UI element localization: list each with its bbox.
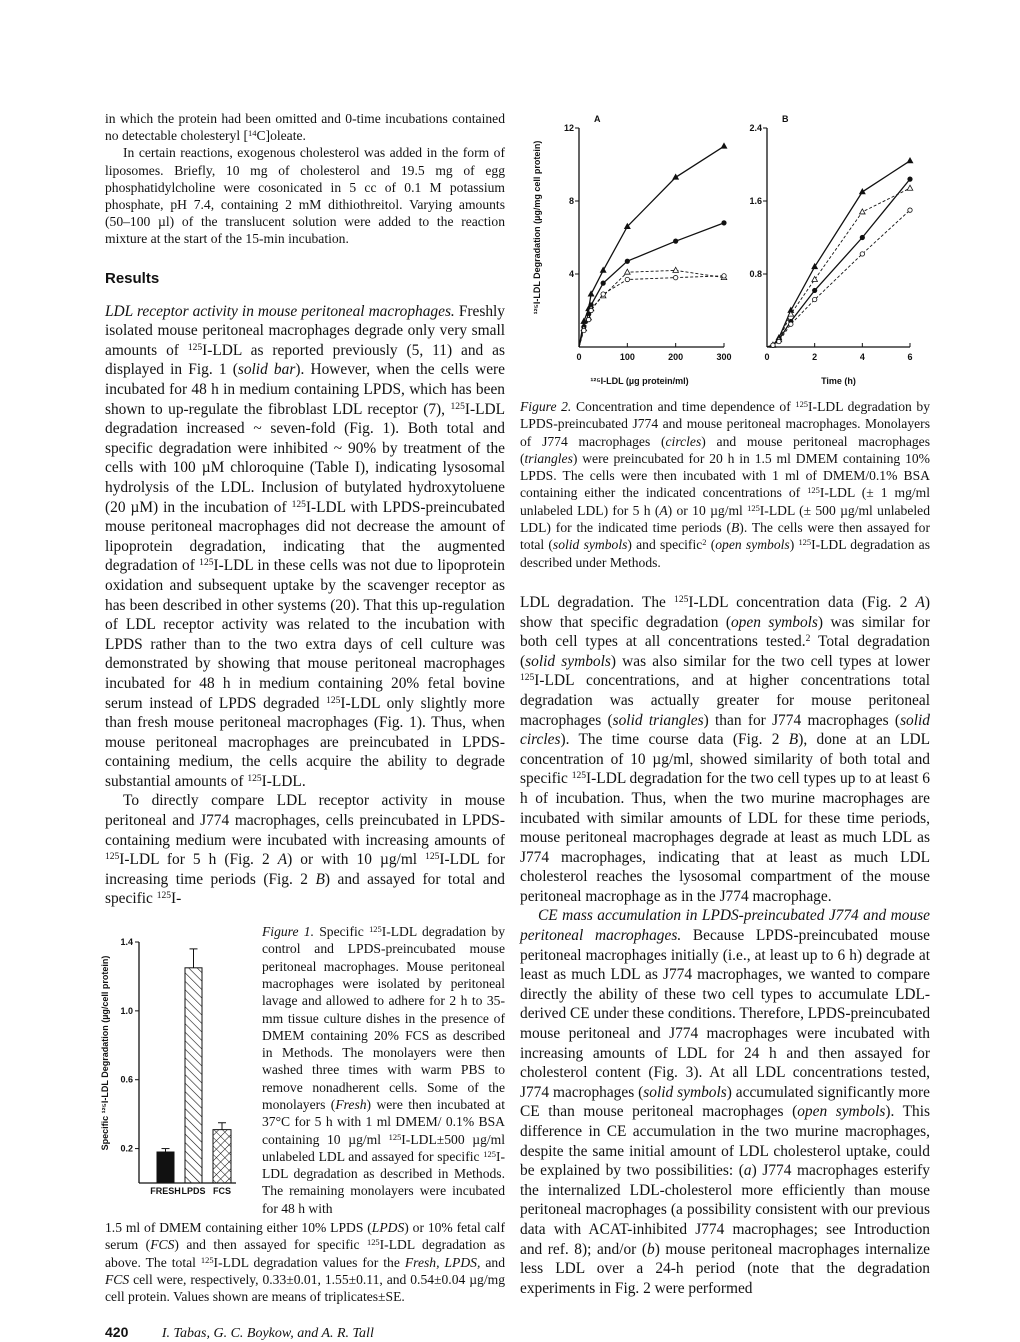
data-point-circle <box>601 292 605 296</box>
data-point-circle <box>601 281 605 285</box>
superscript: 125 <box>798 537 812 548</box>
y-tick-label: 0.2 <box>120 1143 133 1154</box>
italic-text: solid circles <box>520 711 930 749</box>
data-point-circle <box>860 235 864 239</box>
italic-text: Figure 1. <box>262 924 314 940</box>
superscript: 125 <box>747 502 760 513</box>
superscript: 125 <box>247 773 262 785</box>
italic-text: Figure 2. <box>520 399 572 414</box>
italic-text: b <box>647 1240 655 1258</box>
italic-text: solid symbols <box>643 1083 727 1101</box>
italic-text: a <box>743 1162 752 1180</box>
x-tick-label: 200 <box>668 352 684 362</box>
superscript: 125 <box>795 398 809 409</box>
y-axis-label: Specific ¹²⁵I-LDL Degradation (µg/cell protein) <box>100 955 110 1151</box>
data-point-circle <box>625 259 629 263</box>
x-axis-label: ¹²⁵I-LDL (µg protein/ml) <box>590 376 689 386</box>
superscript: 125 <box>326 694 341 706</box>
superscript: 2 <box>702 537 707 548</box>
paragraph: To directly compare LDL receptor activity in mouse peritoneal and J774 macrophages, cells preincubated in LPDS-containing medium were incubated with increasing amounts of $^{125}$I-LDL for 5 h (Fig. 2 A) or with 10 µg/ml $^{125}$I-LDL for increasing time periods (Fig. 2 B) and assayed for total and specific $^{125}$I- <box>105 792 506 908</box>
superscript: 125 <box>388 1131 402 1142</box>
superscript: 125 <box>156 890 171 902</box>
y-tick-label: 0.8 <box>749 269 762 279</box>
italic-text: open symbols <box>715 537 790 553</box>
series-line <box>579 146 724 347</box>
superscript: 14 <box>248 128 257 138</box>
superscript: 125 <box>199 557 214 569</box>
y-tick-label: 1.0 <box>120 1005 133 1016</box>
italic-text: B <box>788 731 799 749</box>
data-point-circle <box>860 252 864 256</box>
section-heading-results: Results <box>105 269 160 287</box>
data-point-circle <box>673 275 677 279</box>
paragraph: LDL degradation. The $^{125}$I-LDL concentration data (Fig. 2 A) show that specific degradation (open symbols) was similar for both cell types at all concentrations tested.$^2$ Total degradation (solid symbols) was also similar for the two cell types at lower $^{125}$I-LDL concentrations, and at higher concentrations total degradation was actually greater for mouse peritoneal macrophages (solid triangles) than for J774 macrophages (solid circles). The time course data (Fig. 2 B), done at an LDL concentration of 10 µg/ml, showed similarity of both total and specific $^{125}$I-LDL degradation for the two cell types up to at least 6 h of incubation. Thus, when the two murine macrophages are incubated with similar amounts of LDL for these time periods, mouse peritoneal macrophages degrade at least as much LDL as J774 macrophages, indicating that at least as much LDL cholesterol reaches the lysosomal compartment of the mouse peritoneal macrophage as in the J774 macrophage. <box>520 593 930 905</box>
italic-text: FCS <box>105 1271 130 1287</box>
y-tick-label: 2.4 <box>749 123 762 133</box>
figure-1-caption-continued: 1.5 ml of DMEM containing either 10% LPDS (LPDS) or 10% fetal calf serum (FCS) and then assayed for specific $^{125}$I-LDL degradation as above. The total $^{125}$I-LDL degradation values for the Fresh, LPDS, and FCS cell were, respectively, 0.33±0.01, 1.55±0.11, and 0.54±0.04 µg/mg cell protein. Values shown are means of triplicates±SE. <box>105 1220 505 1305</box>
right-column <box>515 105 930 1298</box>
data-point-triangle <box>907 185 913 190</box>
italic-text: solid symbols <box>552 537 628 553</box>
italic-text: open symbols <box>797 1103 886 1121</box>
superscript: 125 <box>450 400 465 412</box>
italic-text: Fresh, LPDS, <box>404 1254 481 1270</box>
superscript: 125 <box>367 1237 380 1248</box>
italic-text: A <box>659 502 668 518</box>
series-line <box>579 223 724 347</box>
italic-text: CE mass accumulation in LPDS-preincubated J774 and mouse peritoneal macrophages. <box>520 907 930 945</box>
superscript: 125 <box>571 770 587 782</box>
data-point-circle <box>625 277 629 281</box>
data-point-triangle <box>625 269 631 274</box>
superscript: 125 <box>187 342 203 354</box>
superscript: 125 <box>425 851 440 863</box>
x-tick-label: 100 <box>619 352 635 362</box>
figure-2-line-charts <box>515 105 925 395</box>
data-point-circle <box>812 297 816 301</box>
superscript: 2 <box>805 633 811 645</box>
data-point-circle <box>586 317 590 321</box>
italic-text: triangles <box>524 450 573 466</box>
italic-text: B <box>730 520 740 536</box>
data-point-circle <box>812 288 816 292</box>
panel-label: A <box>594 114 601 124</box>
data-point-circle <box>582 328 586 332</box>
x-axis-label: Time (h) <box>821 376 856 386</box>
superscript: 125 <box>105 851 120 863</box>
x-category-label: FRESH <box>150 1186 181 1197</box>
series-line <box>767 210 910 347</box>
data-point-circle <box>908 208 912 212</box>
italic-text: LPDS <box>371 1220 405 1236</box>
figure-1-bar-chart <box>90 923 260 1203</box>
italic-text: solid triangles <box>612 711 704 729</box>
superscript: 125 <box>674 594 689 606</box>
data-point-triangle <box>860 209 866 214</box>
x-tick-label: 4 <box>859 352 865 362</box>
x-category-label: FCS <box>213 1186 231 1197</box>
superscript: 125 <box>291 498 306 510</box>
y-tick-label: 12 <box>563 123 574 133</box>
italic-text: FCS <box>150 1237 175 1253</box>
italic-text: LDL receptor activity in mouse peritoneal macrophages. <box>105 302 455 320</box>
page-footer <box>105 1306 505 1342</box>
running-authors: I. Tabas, G. C. Boykow, and A. R. Tall <box>161 1325 374 1341</box>
italic-text: A <box>277 851 288 869</box>
intro-text <box>105 110 505 248</box>
y-tick-label: 8 <box>568 196 574 206</box>
data-point-triangle <box>907 158 913 163</box>
italic-text: solid symbols <box>525 652 611 670</box>
x-tick-label: 0 <box>764 352 770 362</box>
data-point-circle <box>589 308 593 312</box>
x-tick-label: 300 <box>716 352 732 362</box>
paragraph: in which the protein had been omitted and 0-time incubations contained no detectable cholesteryl [$^{14}$C]oleate. <box>105 111 505 144</box>
data-point-circle <box>722 274 726 278</box>
figure-1 <box>90 923 505 1217</box>
superscript: 125 <box>483 1148 496 1159</box>
y-tick-label: 1.6 <box>749 196 762 206</box>
italic-text: solid bar <box>237 361 296 379</box>
paragraph: In certain reactions, exogenous cholesterol was added in the form of liposomes. Briefly, 10 mg of cholesterol and 19.5 mg of egg phosphatidylcholine were cosonicated in 5 cc of 0.1 M potassium phosphate, pH 7.4, containing 2 mM dithiothreitol. Varying amounts (50–100 µl) of the translucent solution were added to the reaction mixture at the start of the 15-min incubation. <box>105 145 505 247</box>
italic-text: circles <box>665 433 702 449</box>
paragraph: LDL receptor activity in mouse peritoneal macrophages. Freshly isolated mouse peritoneal macrophages degrade only very small amounts of $^{125}$I-LDL as reported previously (5, 11) and as displayed in Fig. 1 (solid bar). However, when the cells were incubated for 48 h in medium containing LPDS, which has been shown to up-regulate the fibroblast LDL receptor (7), $^{125}$I-LDL degradation increased ~ seven-fold (Fig. 1). Both total and specific degradation were inhibited ~ 90% by treatment of the cells with 100 µM chloroquine (Table I), indicating lysosomal hydrolysis of the LDL. Inclusion of butylated hydroxytoluene (20 µM) in the incubation of $^{125}$I-LDL with LPDS-preincubated mouse peritoneal macrophages did not decrease the amount of lipoprotein degradation, indicating that the augmented degradation of $^{125}$I-LDL in these cells was not due to lipoprotein oxidation and subsequent uptake by the scavenger receptor as has been described in other systems (20). That this up-regulation of LDL receptor activity was related to the incubation with LPDS rather than to the two extra days of cell culture was demonstrated by showing that mouse peritoneal macrophages incubated for 48 h in medium containing 20% fetal bovine serum instead of LPDS degraded $^{125}$I-LDL only slightly more than fresh mouse peritoneal macrophages (Fig. 1). Thus, when mouse peritoneal macrophages are preincubated in LPDS-containing medium, the cells acquire the ability to degrade substantial amounts of $^{125}$I-LDL. <box>105 302 505 790</box>
figure-1-caption: Figure 1. Specific $^{125}$I-LDL degradation by control and LPDS-preincubated mouse peritoneal macrophages. Mouse peritoneal macrophages were isolated by peritoneal lavage and allowed to adhere for 2 h to 35-mm tissue culture dishes in the presence of DMEM containing 20% FCS as described in Methods. The monolayers were then washed three times with warm PBS to remove nonadherent cells. Some of the monolayers (Fresh) were then incubated at 37°C for 5 h with 1 ml DMEM/ 0.1% BSA containing 10 µg/ml $^{125}$I-LDL±500 µg/ml unlabeled LDL and assayed for specific $^{125}$I-LDL degradation as described in Methods. The remaining monolayers were incubated for 48 h with <box>262 923 505 1216</box>
data-point-circle <box>789 322 793 326</box>
bar-fresh <box>157 1152 174 1183</box>
x-tick-label: 2 <box>812 352 818 362</box>
italic-text: Fresh <box>335 1097 367 1112</box>
panel-label: B <box>782 114 789 124</box>
superscript: 125 <box>520 672 535 684</box>
y-tick-label: 4 <box>568 269 574 279</box>
data-point-circle <box>777 339 781 343</box>
left-column <box>100 110 506 1342</box>
superscript: 125 <box>369 923 382 934</box>
italic-text: B <box>315 870 325 888</box>
data-point-triangle <box>588 291 594 296</box>
y-axis-label: ¹²⁵I-LDL Degradation (µg/mg cell protein) <box>532 140 542 315</box>
x-category-label: LPDS <box>181 1186 206 1197</box>
x-tick-label: 0 <box>576 352 582 362</box>
y-tick-label: 1.4 <box>120 937 133 948</box>
x-tick-label: 6 <box>907 352 913 362</box>
data-point-circle <box>722 221 726 225</box>
series-line <box>579 270 724 347</box>
bar-fcs <box>213 1130 231 1183</box>
figure-2-caption: Figure 2. Concentration and time dependence of $^{125}$I-LDL degradation by LPDS-preincubated J774 and mouse peritoneal macrophages. Monolayers of J774 macrophages (circles) and mouse peritoneal macrophages (triangles) were preincubated for 20 h in 1.5 ml DMEM containing 10% LPDS. The cells were then incubated with 1 ml of DMEM/0.1% BSA containing either the indicated concentrations of $^{125}$I-LDL (± 1 mg/ml unlabeled LDL) for 5 h (A) or 10 µg/ml $^{125}$I-LDL (± 500 µg/ml unlabeled LDL) for the indicated time periods (B). The cells were then assayed for total (solid symbols) and specific$^2$ (open symbols) $^{125}$I-LDL degradation as described under Methods. <box>520 398 931 570</box>
paragraph: CE mass accumulation in LPDS-preincubated J774 and mouse peritoneal macrophages. Because LPDS-preincubated mouse peritoneal macrophages initially (i.e., at least up to 6 h) degrade at least as much LDL as J774 macrophages, we wanted to compare directly the ability of these two cell types to accumulate LDL-derived CE under these conditions. Therefore, LPDS-preincubated mouse peritoneal and J774 macrophages were incubated with increasing amounts of LDL for 24 h and then assayed for cholesterol content (Fig. 3). At all LDL concentrations tested, J774 macrophages (solid symbols) accumulated significantly more CE than mouse peritoneal macrophages (open symbols). This difference in CE accumulation in the two murine macrophages, despite the same initial amount of LDL cholesterol uptake, could be explained by two possibilities: (a) J774 macrophages esterify the internalized LDL-cholesterol more efficiently than mouse peritoneal macrophages (a possibility consistent with our previous data with ACAT-inhibited J774 macrophages; see Introduction and ref. 8); and/or (b) mouse peritoneal macrophages internalize less LDL over a 24-h period (note that the degradation experiments in Fig. 2 were performed <box>520 907 931 1297</box>
y-tick-label: 0.6 <box>120 1074 133 1085</box>
superscript: 125 <box>807 485 820 496</box>
page-number: 420 <box>105 1323 129 1340</box>
data-point-circle <box>673 239 677 243</box>
italic-text: A <box>915 593 925 611</box>
data-point-triangle <box>721 143 727 148</box>
data-point-triangle <box>673 267 679 272</box>
superscript: 125 <box>200 1254 214 1265</box>
results-text <box>105 302 505 909</box>
data-point-circle <box>771 343 775 347</box>
data-point-circle <box>908 177 912 181</box>
bar-lpds <box>185 968 202 1183</box>
italic-text: open symbols <box>730 613 818 631</box>
right-column-text <box>520 593 930 1298</box>
